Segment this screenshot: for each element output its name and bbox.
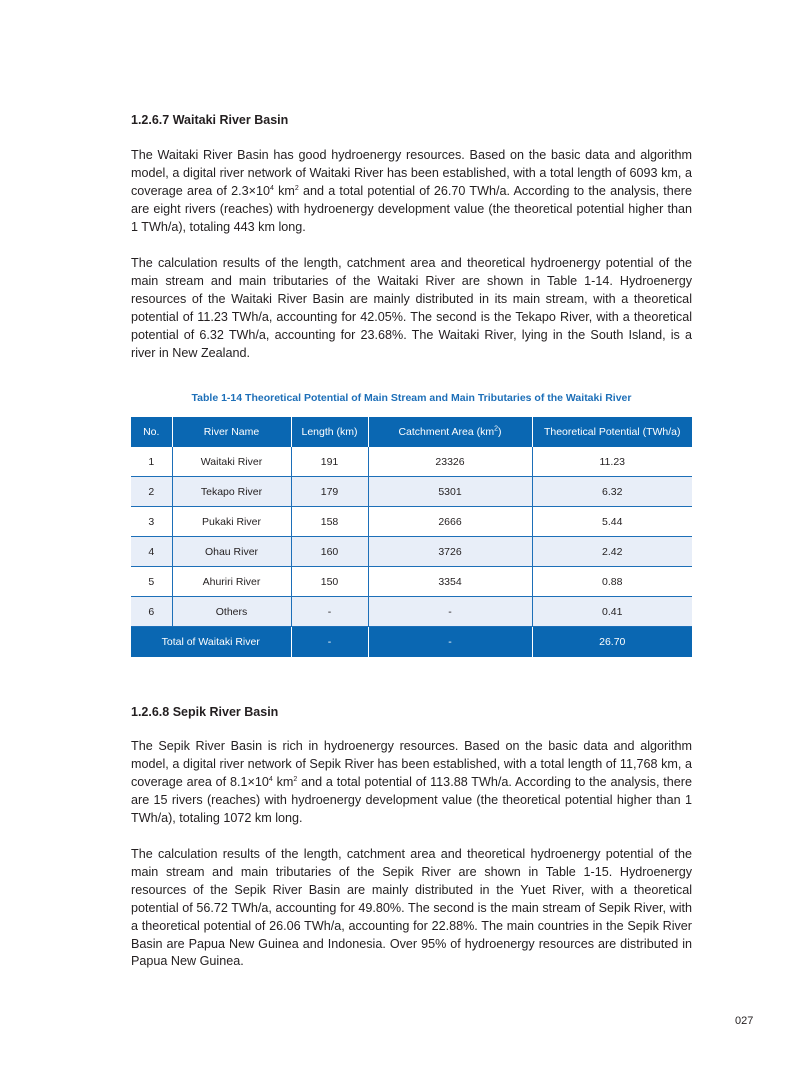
cell-potential: 5.44	[532, 507, 692, 537]
sepik-paragraph-1: The Sepik River Basin is rich in hydroenergy resources. Based on the basic data and algorithm model, a digital river network of Sepik River has been established, with a total length of 11,768 km, a coverage area of $8.1\times 10^4$ $km^2$ and a total potential of 113.88 TWh/a. According to the analysis, there are 15 rivers (reaches) with hydroenergy development value (the theoretical potential higher than 1 TWh/a), totaling 1072 km long.	[131, 739, 692, 825]
cell-no: 3	[131, 507, 172, 537]
cell-length: 160	[291, 537, 368, 567]
cell-catchment-area: -	[368, 597, 532, 627]
section-heading-sepik: 1.2.6.8 Sepik River Basin	[131, 705, 279, 719]
cell-no: 1	[131, 447, 172, 477]
table-row	[131, 567, 692, 597]
total-label: Total of Waitaki River	[131, 627, 291, 658]
cell-catchment-area: 23326	[368, 447, 532, 477]
total-catchment: -	[368, 627, 532, 658]
cell-length: 179	[291, 477, 368, 507]
cell-river-name: Pukaki River	[172, 507, 291, 537]
table-row	[131, 447, 692, 477]
header-river-name: River Name	[172, 417, 291, 447]
section-heading-waitaki: 1.2.6.7 Waitaki River Basin	[131, 113, 289, 127]
table-row	[131, 507, 692, 537]
header-length: Length (km)	[291, 417, 368, 447]
cell-potential: 6.32	[532, 477, 692, 507]
cell-length: 191	[291, 447, 368, 477]
total-potential: 26.70	[532, 627, 692, 658]
header-theoretical-potential: Theoretical Potential (TWh/a)	[532, 417, 692, 447]
cell-river-name: Others	[172, 597, 291, 627]
cell-no: 4	[131, 537, 172, 567]
waitaki-paragraph-2: The calculation results of the length, catchment area and theoretical hydroenergy potential of the main stream and main tributaries of the Waitaki River are shown in Table 1-14. Hydroenergy resources of the Waitaki River Basin are mainly distributed in its main stream, with a theoretical potential of 11.23 TWh/a, accounting for 42.05%. The second is the Tekapo River, with a theoretical potential of 6.32 TWh/a, accounting for 23.68%. The Waitaki River, lying in the South Island, is a river in New Zealand.	[131, 256, 692, 360]
table-row	[131, 597, 692, 627]
cell-length: 158	[291, 507, 368, 537]
table-caption: Table 1-14 Theoretical Potential of Main Stream and Main Tributaries of the Waitaki River	[191, 392, 632, 404]
cell-no: 5	[131, 567, 172, 597]
table-row	[131, 537, 692, 567]
total-length: -	[291, 627, 368, 658]
cell-river-name: Tekapo River	[172, 477, 291, 507]
cell-river-name: Ohau River	[172, 537, 291, 567]
table-total-row	[131, 627, 692, 658]
header-no: No.	[131, 417, 172, 447]
cell-river-name: Ahuriri River	[172, 567, 291, 597]
cell-no: 6	[131, 597, 172, 627]
cell-length: -	[291, 597, 368, 627]
cell-catchment-area: 3726	[368, 537, 532, 567]
cell-catchment-area: 3354	[368, 567, 532, 597]
cell-potential: 0.41	[532, 597, 692, 627]
cell-catchment-area: 2666	[368, 507, 532, 537]
waitaki-potential-table	[131, 417, 692, 657]
table-header-row	[131, 417, 692, 447]
cell-potential: 0.88	[532, 567, 692, 597]
cell-catchment-area: 5301	[368, 477, 532, 507]
cell-potential: 2.42	[532, 537, 692, 567]
cell-potential: 11.23	[532, 447, 692, 477]
cell-length: 150	[291, 567, 368, 597]
header-catchment-area: Catchment Area $(km^2)$	[368, 417, 532, 447]
cell-no: 2	[131, 477, 172, 507]
sepik-paragraph-2: The calculation results of the length, catchment area and theoretical hydroenergy potential of the main stream and main tributaries of the Sepik River are shown in Table 1-15. Hydroenergy resources of the Sepik River Basin are mainly distributed in the Yuet River, with a theoretical potential of 56.72 TWh/a, accounting for 49.80%. The second is the main stream of Sepik River, with a theoretical potential of 26.06 TWh/a, accounting for 22.88%. The main countries in the Sepik River Basin are Papua New Guinea and Indonesia. Over 95% of hydroenergy resources are distributed in Papua New Guinea.	[131, 847, 692, 969]
table-row	[131, 477, 692, 507]
waitaki-paragraph-1: The Waitaki River Basin has good hydroenergy resources. Based on the basic data and algorithm model, a digital river network of Waitaki River has been established, with a total length of 6093 km, a coverage area of $2.3\times 10^4$ $km^2$ and a total potential of 26.70 TWh/a. According to the analysis, there are eight rivers (reaches) with hydroenergy development value (the theoretical potential higher than 1 TWh/a), totaling 443 km long.	[131, 148, 692, 234]
page-number: 027	[735, 1015, 754, 1027]
cell-river-name: Waitaki River	[172, 447, 291, 477]
